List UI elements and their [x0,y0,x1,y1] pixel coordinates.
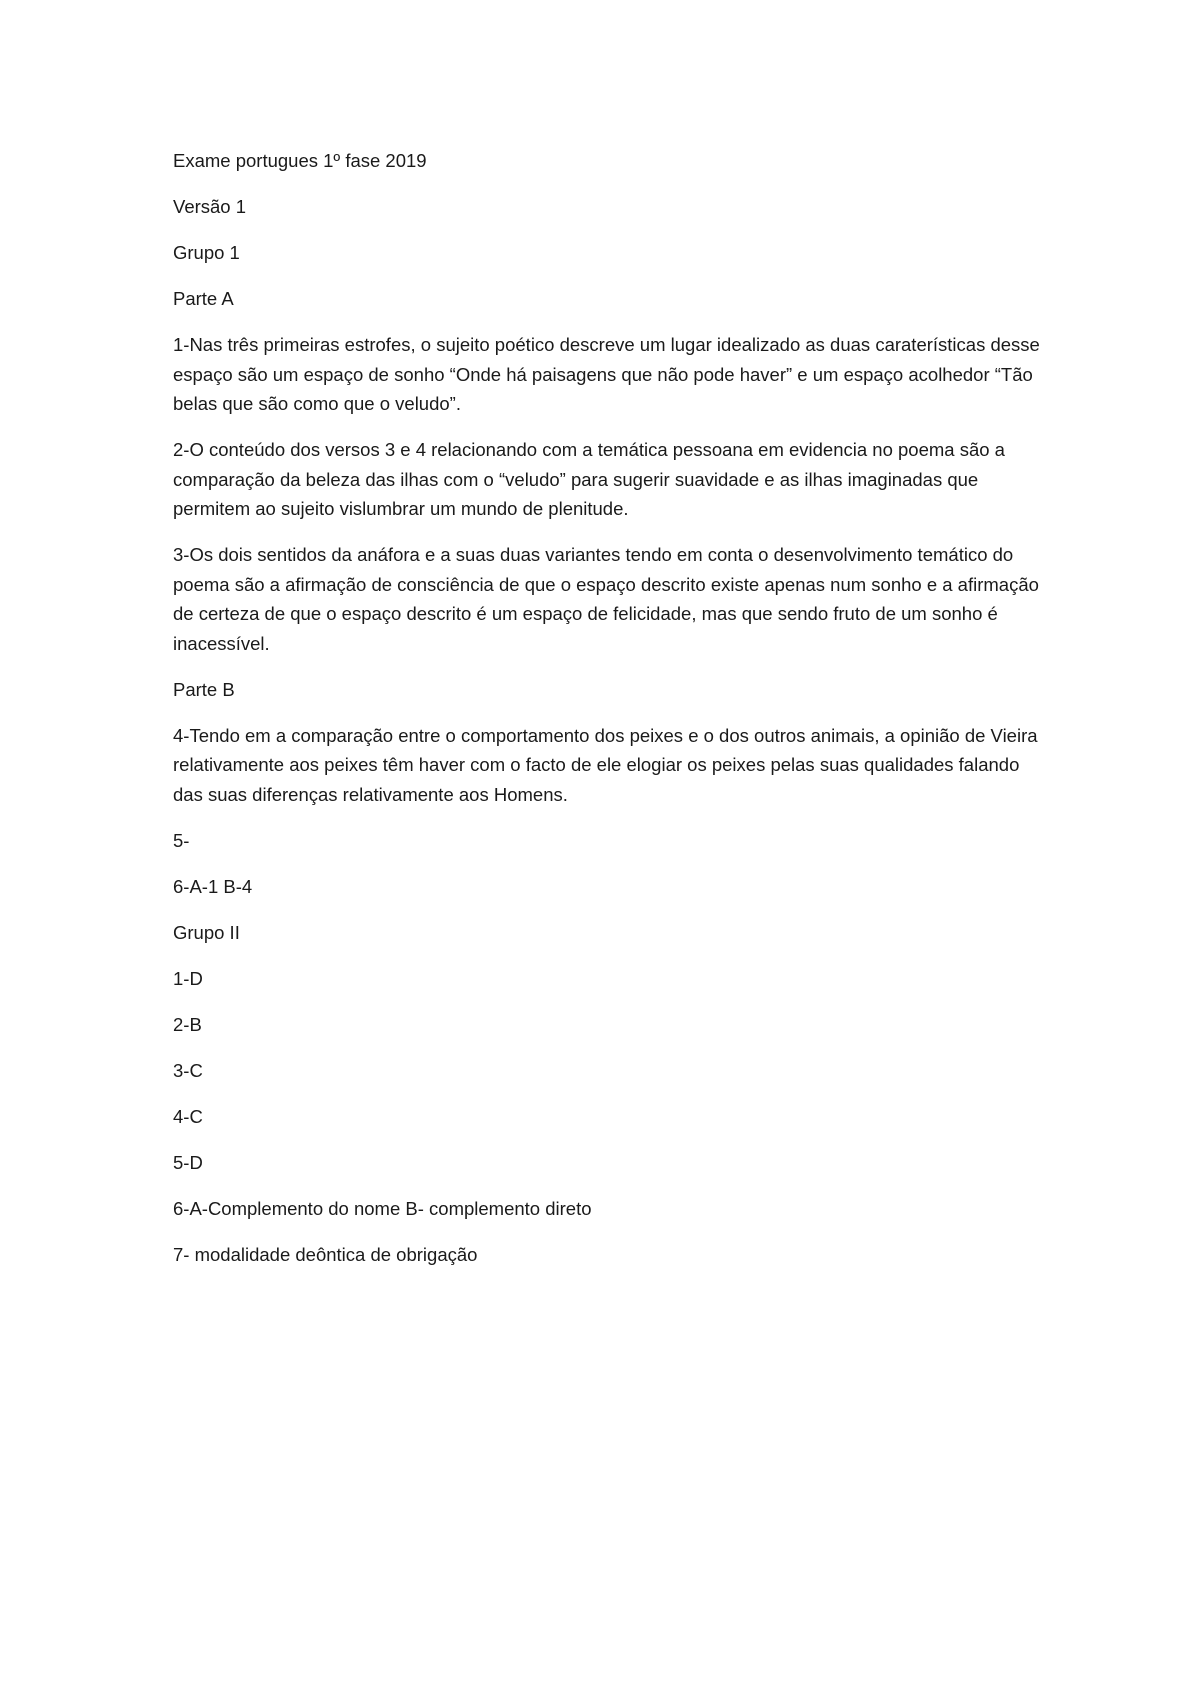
group-2-heading: Grupo II [173,921,240,943]
document-title: Exame portugues 1º fase 2019 [173,150,427,171]
answer-6: 6-A-1 B-4 [173,875,253,897]
group-2-answer: 4-C [173,1105,203,1127]
answer-2: 2-O conteúdo dos versos 3 e 4 relacionando com a temática pessoana em evidencia no poema são a comparação da beleza das ilhas com o “veludo” para sugerir suavidade e as ilhas imaginadas que permitem ao sujeito vislumbrar um mundo de plenitude. [173,439,1005,519]
part-a-heading: Parte A [173,288,234,309]
part-b-heading: Parte B [173,678,235,700]
answer-5: 5- [173,829,190,851]
group-2-answer: 3-C [173,1059,203,1081]
answer-1: 1-Nas três primeiras estrofes, o sujeito poético descreve um lugar idealizado as duas caraterísticas desse espaço são um espaço de sonho “Onde há paisagens que não pode haver” e um espaço acolhedor “Tão belas que são como que o veludo”. [173,334,1040,414]
group-2-answer: 7- modalidade deôntica de obrigação [173,1243,478,1265]
document-body [173,146,1043,1286]
answer-3: 3-Os dois sentidos da anáfora e a suas duas variantes tendo em conta o desenvolvimento temático do poema são a afirmação de consciência de que o espaço descrito existe apenas num sonho e a afirmação de certeza de que o espaço descrito é um espaço de felicidade, mas que sendo fruto de um sonho é inacessível. [173,544,1039,654]
group-2-answer: 5-D [173,1151,203,1173]
answer-4: 4-Tendo em a comparação entre o comportamento dos peixes e o dos outros animais, a opinião de Vieira relativamente aos peixes têm haver com o facto de ele elogiar os peixes pelas suas qualidades falando das suas diferenças relativamente aos Homens. [173,724,1038,805]
group-1-heading: Grupo 1 [173,242,240,263]
version-label: Versão 1 [173,196,247,217]
group-2-answer: 1-D [173,967,203,989]
group-2-answer: 2-B [173,1013,202,1035]
group-2-answer: 6-A-Complemento do nome B- complemento direto [173,1197,592,1219]
